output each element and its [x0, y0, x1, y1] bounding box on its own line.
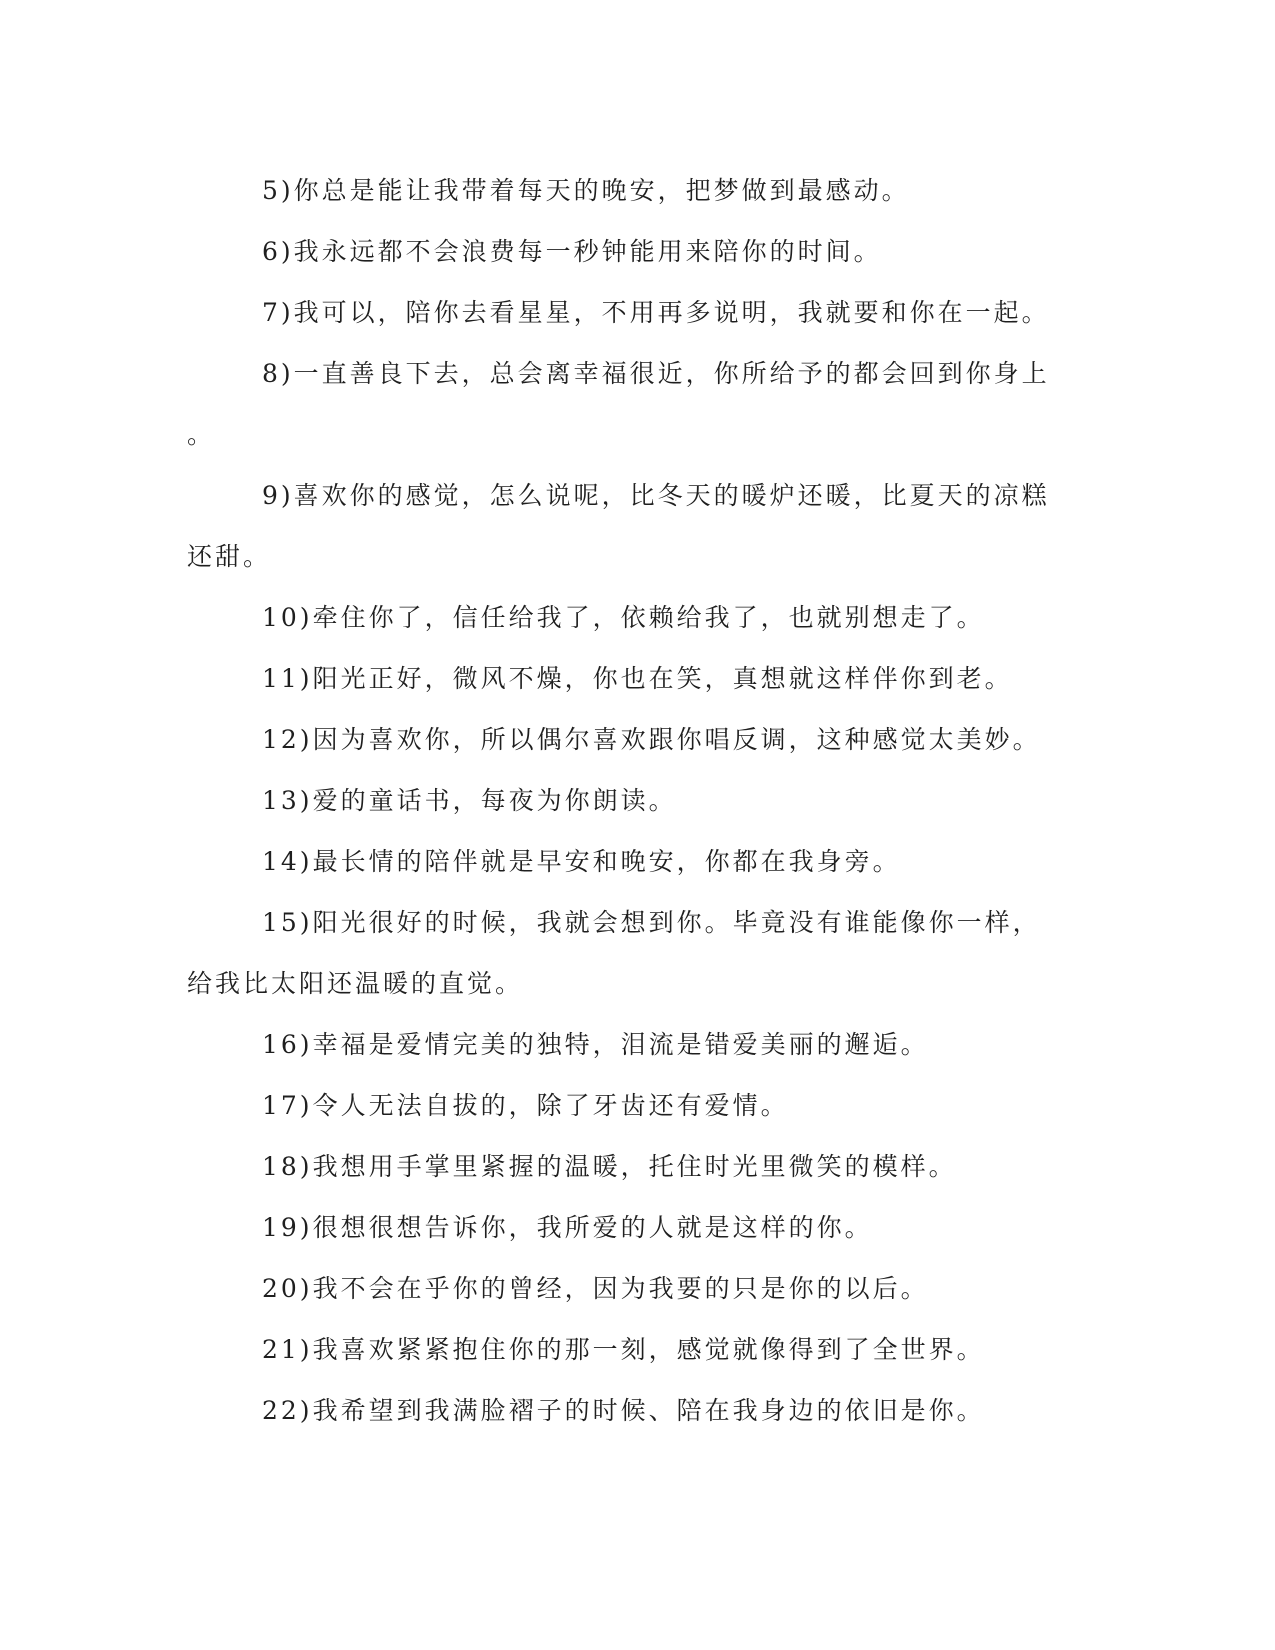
paragraph-20	[187, 1258, 1067, 1319]
paragraph-18	[187, 1136, 1067, 1197]
paragraph-10	[187, 587, 1067, 648]
paragraph-17	[187, 1075, 1067, 1136]
paragraph-21	[187, 1319, 1067, 1380]
paragraph-line: 14)最长情的陪伴就是早安和晚安，你都在我身旁。	[262, 847, 901, 876]
paragraph-14	[187, 831, 1067, 892]
paragraph-line: 10)牵住你了，信任给我了，依赖给我了，也就别想走了。	[262, 603, 985, 632]
paragraph-continuation-line: 还甜。	[187, 542, 272, 571]
paragraph-line: 17)令人无法自拔的，除了牙齿还有爱情。	[262, 1091, 789, 1120]
paragraph-line: 12)因为喜欢你，所以偶尔喜欢跟你唱反调，这种感觉太美妙。	[262, 725, 1041, 754]
paragraph-continuation-line: 。	[187, 420, 216, 449]
paragraph-7	[187, 282, 1067, 343]
paragraph-6	[187, 221, 1067, 282]
paragraph-line: 19)很想很想告诉你，我所爱的人就是这样的你。	[262, 1213, 873, 1242]
paragraph-line: 16)幸福是爱情完美的独特，泪流是错爱美丽的邂逅。	[262, 1030, 929, 1059]
paragraph-13	[187, 770, 1067, 831]
paragraph-22	[187, 1380, 1067, 1441]
paragraph-line: 21)我喜欢紧紧抱住你的那一刻，感觉就像得到了全世界。	[262, 1335, 985, 1364]
paragraph-line: 8)一直善良下去，总会离幸福很近，你所给予的都会回到你身上	[262, 359, 1050, 388]
paragraph-line: 15)阳光很好的时候，我就会想到你。毕竟没有谁能像你一样，	[262, 908, 1041, 937]
paragraph-11	[187, 648, 1067, 709]
paragraph-5	[187, 160, 1067, 221]
paragraph-line: 13)爱的童话书，每夜为你朗读。	[262, 786, 677, 815]
paragraph-line: 20)我不会在乎你的曾经，因为我要的只是你的以后。	[262, 1274, 929, 1303]
paragraph-line: 11)阳光正好，微风不燥，你也在笑，真想就这样伴你到老。	[262, 664, 1013, 693]
paragraph-16	[187, 1014, 1067, 1075]
paragraph-line: 6)我永远都不会浪费每一秒钟能用来陪你的时间。	[262, 237, 882, 266]
paragraph-line: 7)我可以，陪你去看星星，不用再多说明，我就要和你在一起。	[262, 298, 1050, 327]
paragraph-line: 18)我想用手掌里紧握的温暖，托住时光里微笑的模样。	[262, 1152, 957, 1181]
paragraph-19	[187, 1197, 1067, 1258]
paragraph-15	[187, 892, 1067, 1014]
document-body	[187, 160, 1067, 1441]
paragraph-line: 5)你总是能让我带着每天的晚安，把梦做到最感动。	[262, 176, 910, 205]
paragraph-line: 9)喜欢你的感觉，怎么说呢，比冬天的暖炉还暖，比夏天的凉糕	[262, 481, 1050, 510]
paragraph-9	[187, 465, 1067, 587]
paragraph-line: 22)我希望到我满脸褶子的时候、陪在我身边的依旧是你。	[262, 1396, 985, 1425]
paragraph-continuation-line: 给我比太阳还温暖的直觉。	[187, 969, 524, 998]
paragraph-12	[187, 709, 1067, 770]
paragraph-8	[187, 343, 1067, 465]
